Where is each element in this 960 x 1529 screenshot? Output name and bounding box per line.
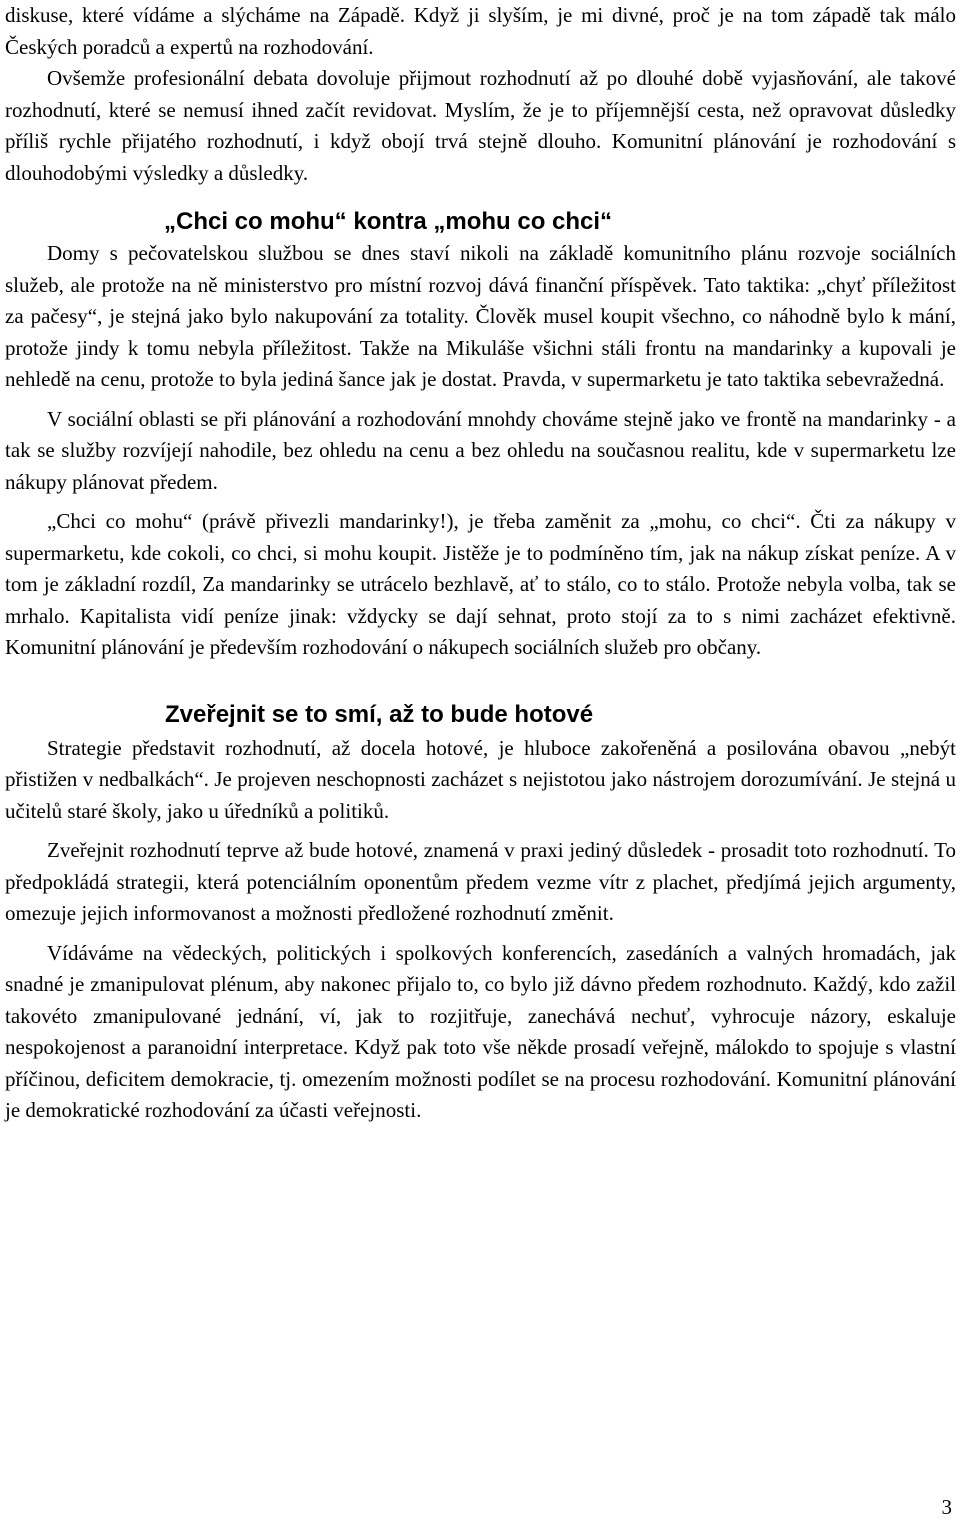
paragraph: „Chci co mohu“ (právě přivezli mandarinky!), je třeba zaměnit za „mohu, co chci“. Čti za nákupy v supermarketu, kde cokoli, co chci, si mohu koupit. Jistěže je to podmíněno tím, jak na nákup získat peníze. A v tom je základní rozdíl, Za mandarinky se utrácelo bezhlavě, ať to stálo, co to stálo. Protože nebyla volba, tak se mrhalo. Kapitalista vidí peníze jinak: vždycky se dají sehnat, proto stojí za to s nimi zacházet efektivně. Komunitní plánování je především rozhodování o nákupech sociálních služeb pro občany. (5, 509, 956, 659)
paragraph: Zveřejnit rozhodnutí teprve až bude hotové, znamená v praxi jediný důsledek - prosadit toto rozhodnutí. To předpokládá strategii, která potenciálním oponentům předem vezme vítr z plachet, předjímá jejich argumenty, omezuje jejich informovanost a možnosti předložené rozhodnutí změnit. (5, 838, 956, 925)
paragraph: Ovšemže profesionální debata dovoluje přijmout rozhodnutí až po dlouhé době vyjasňování, ale takové rozhodnutí, které se nemusí ihned začít revidovat. Myslím, že je to příjemnější cesta, než opravovat důsledky příliš rychle přijatého rozhodnutí, i když obojí trvá stejně dlouho. Komunitní plánování je rozhodování s dlouhodobými výsledky a důsledky. (5, 66, 956, 185)
paragraph: Domy s pečovatelskou službou se dnes staví nikoli na základě komunitního plánu rozvoje sociálních služeb, ale protože na ně ministerstvo pro místní rozvoj dává finanční příspěvek. Tato taktika: „chyť příležitost za pačesy“, je stejná jako bylo nakupování za totality. Člověk musel koupit všechno, co náhodně bylo k mání, protože jindy k tomu nebyla příležitost. Takže na Mikuláše všichni stáli frontu na mandarinky a kupovali je nehledě na cenu, protože to byla jediná šance jak je dostat. Pravda, v supermarketu je tato taktika sebevražedná. (5, 241, 956, 391)
section-heading: „Chci co mohu“ kontra „mohu co chci“ (164, 208, 613, 235)
paragraph: V sociální oblasti se při plánování a rozhodování mnohdy chováme stejně jako ve frontě na mandarinky - a tak se služby rozvíjejí nahodile, bez ohledu na cenu a bez ohledu na současnou realitu, kde v supermarketu lze nákupy plánovat předem. (5, 406, 956, 494)
section-heading: Zveřejnit se to smí, až to bude hotové (165, 700, 594, 728)
page-number: 3 (941, 1494, 952, 1519)
paragraph: Strategie představit rozhodnutí, až docela hotové, je hluboce zakořeněná a posilována obavou „nebýt přistižen v nedbalkách“. Je projeven neschopnosti zacházet s nejistotou jako nástrojem dorozumívání. Je stejná u učitelů staré školy, jako u úředníků a politiků. (5, 735, 956, 823)
paragraph: Vídáváme na vědeckých, politických i spolkových konferencích, zasedáních a valných hromadách, jak snadné je zmanipulovat plénum, aby nakonec přijalo to, co bylo již dávno předem rozhodnuto. Každý, kdo zažil takovéto zmanipulované jednání, ví, jak to rozjitřuje, zanechává nechuť, vyhrocuje názory, eskaluje nespokojenost a paranoidní interpretace. Když pak toto vše někde prosadí veřejně, málokdo to spojuje s vlastní příčinou, deficitem demokracie, tj. omezením možnosti podílet se na procesu rozhodování. Komunitní plánování je demokratické rozhodování za účasti veřejnosti. (5, 940, 956, 1122)
paragraph: diskuse, které vídáme a slýcháme na Západě. Když ji slyším, je mi divné, proč je na tom západě tak málo Českých poradců a expertů na rozhodování. (5, 3, 956, 59)
